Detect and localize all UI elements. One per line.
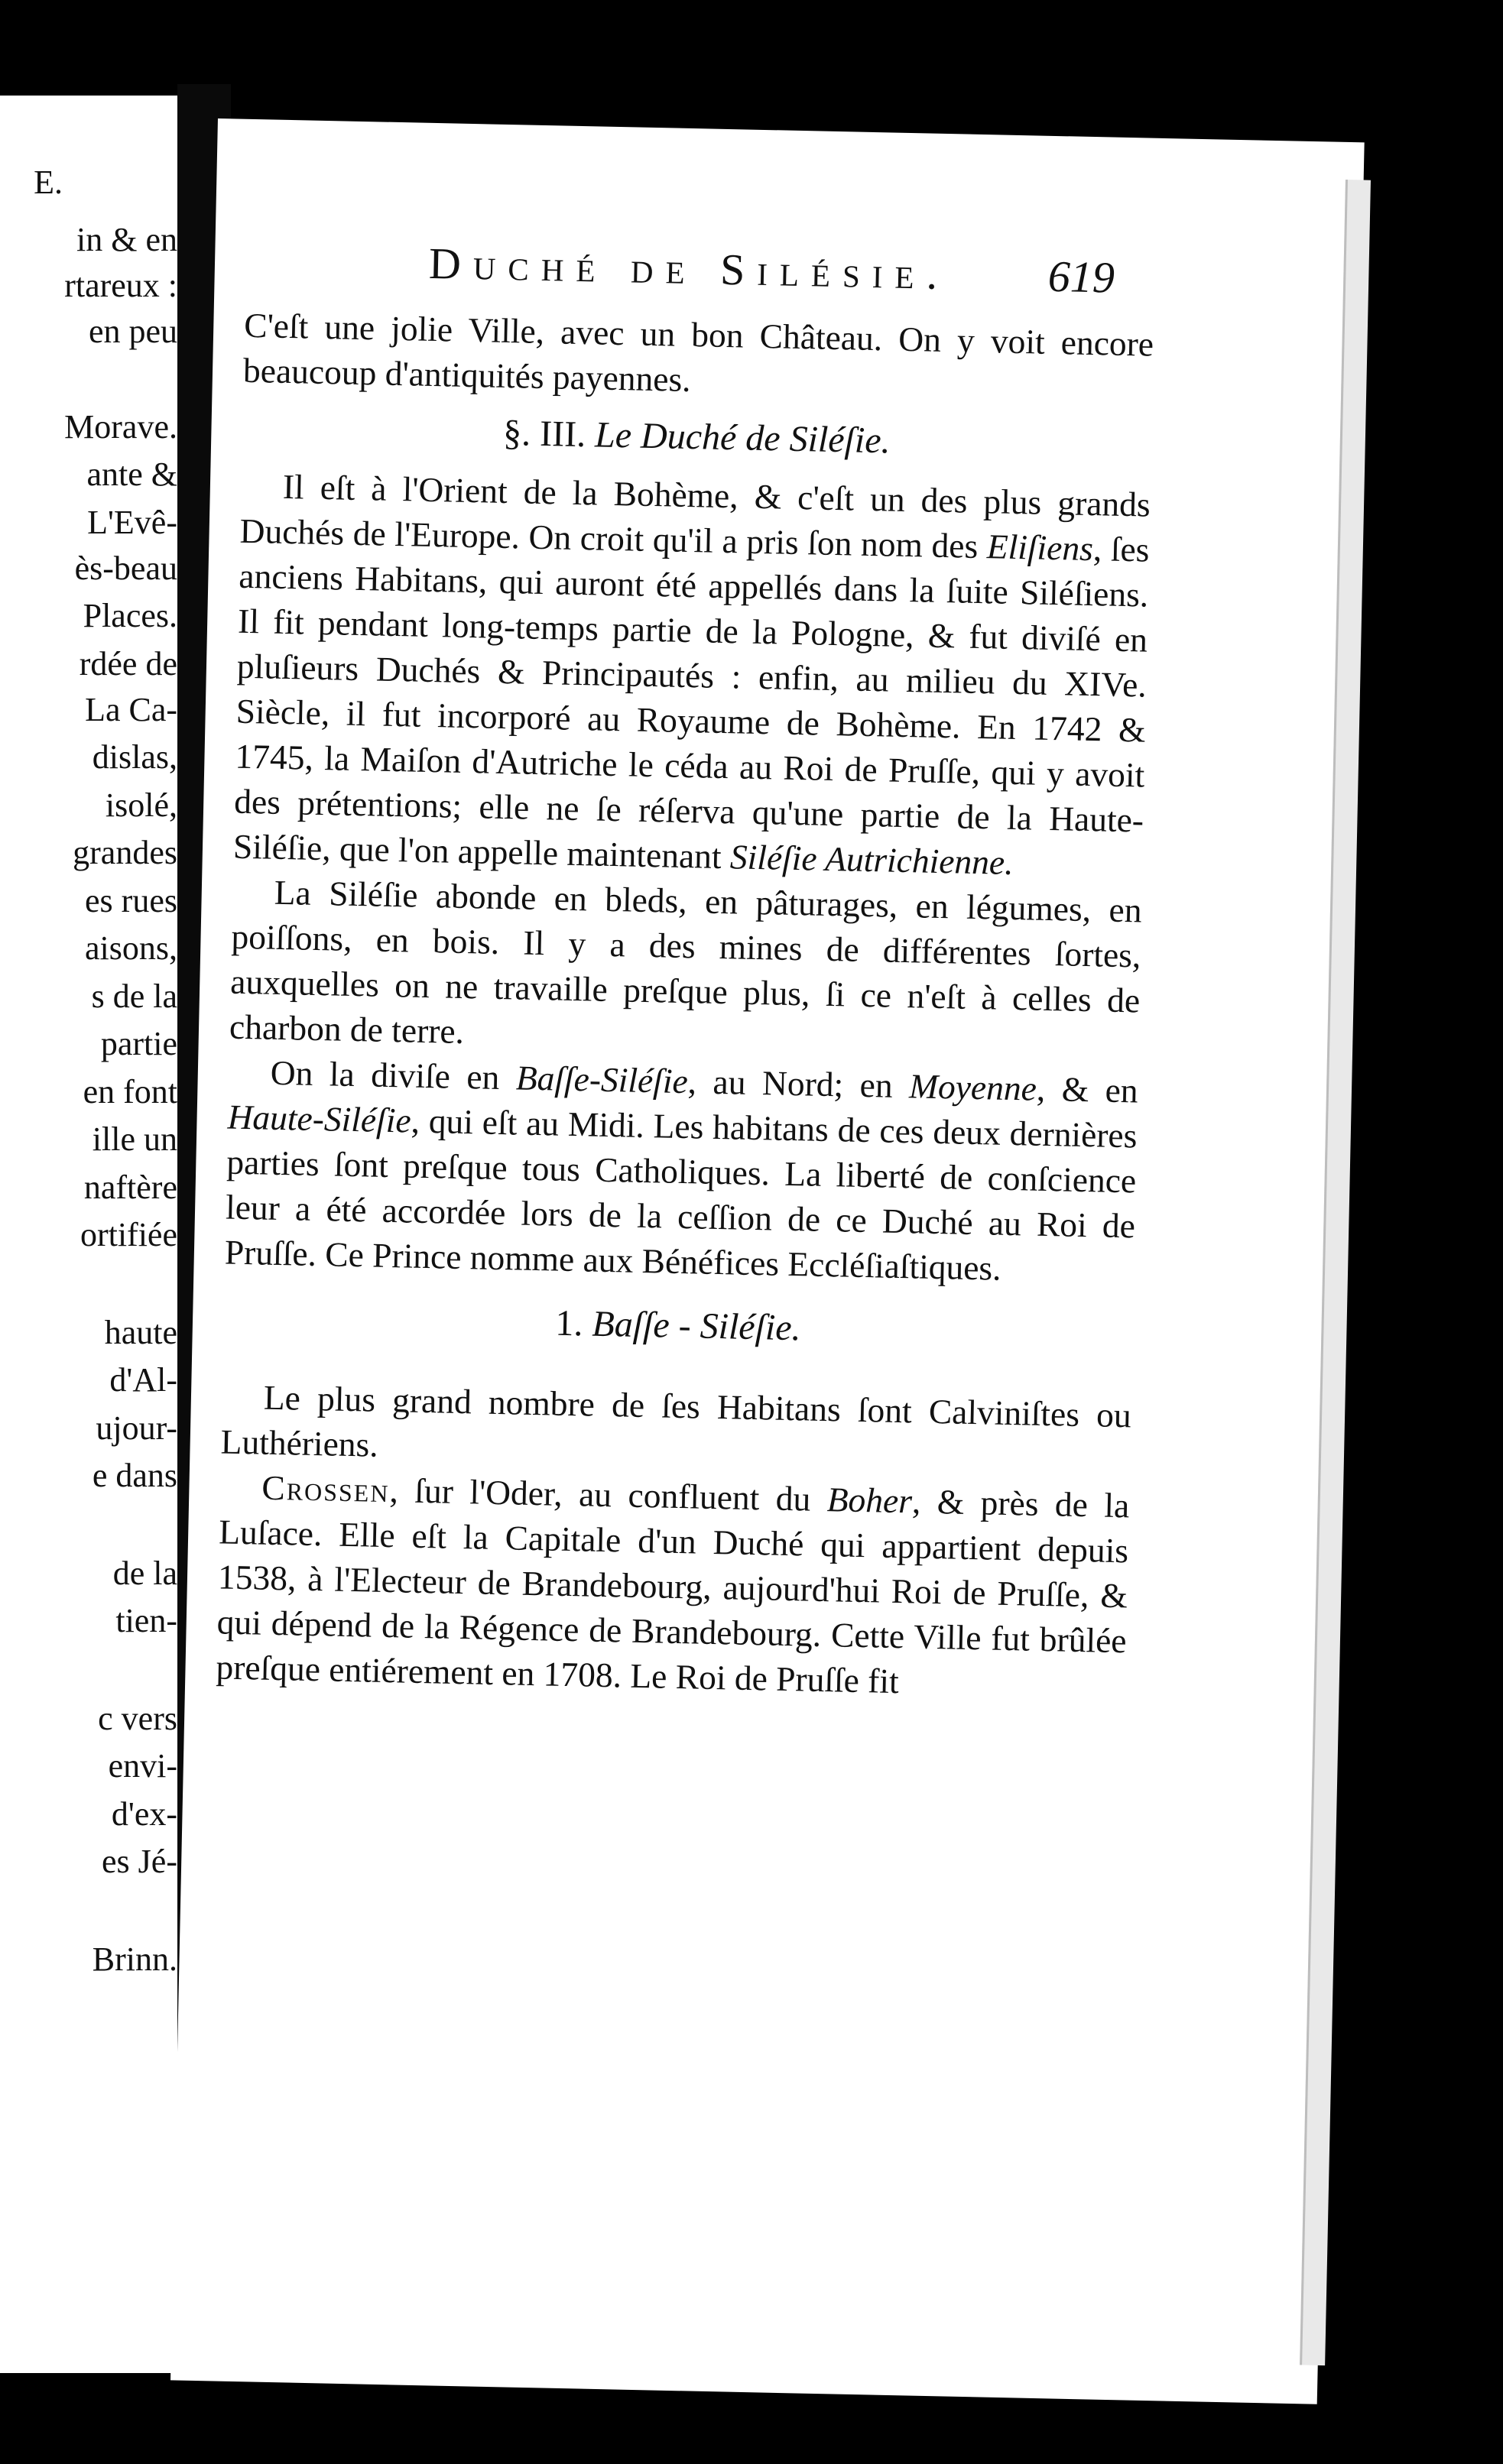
left-page-line: E. [34,164,63,201]
left-page-line: rtareux : [64,267,177,304]
paragraph-6-boher: Boher [826,1480,913,1521]
left-page-line: ante & [86,456,177,493]
paragraph-6 [216,1464,1130,1708]
left-page-line: ès-beau [74,550,177,587]
page-content [216,234,1156,1709]
left-page-line: aisons, [85,929,177,967]
paragraph-4-basse-silesie: Baſſe-Siléſie [515,1058,689,1101]
left-facing-page [0,96,177,2373]
subsection-number: 1. [554,1302,584,1344]
left-page-line: en font [83,1073,177,1110]
left-page-line: ujour- [96,1409,177,1447]
left-page-line: L'Evê- [87,504,177,541]
left-page-line: d'Al- [109,1361,177,1399]
left-page-line: Places. [83,597,177,634]
page-number: 619 [1047,251,1115,303]
left-page-line: envi- [108,1747,177,1785]
left-page-line: d'ex- [111,1795,177,1833]
paragraph-4-part-a: On la diviſe en [270,1052,517,1097]
left-page-line: haute [104,1314,177,1351]
paragraph-2-elisiens: Eliſiens [986,527,1094,569]
paragraph-4-haute-silesie: Haute-Siléſie [227,1097,412,1140]
left-page-line: La Ca- [85,691,177,728]
left-page-line: tien- [115,1602,177,1639]
paragraph-4-part-c: , & en [1036,1068,1139,1110]
paragraph-4 [224,1049,1138,1294]
paragraph-2-part-b: , ſes anciens Habitans, qui auront été appellés dans la ſuite Siléſiens. Il fit pendant long-temps partie de la Pologne, & fut diviſé en pluſieurs Duchés & Principautés : enfin, au milieu du XIVe. Siècle, il fut incorporé au Royaume de Bohème. En 1742 & 1745, la Maiſon d'Autriche le céda au Roi de Pruſſe, qui y avoit des prétentions; elle ne ſe réſerva qu'une partie de la Haute-Siléſie, que l'on appelle maintenant [232,529,1151,877]
section-number: §. III. [502,412,586,456]
left-page-line: e dans [92,1457,177,1494]
left-page-line: es Jé- [102,1843,177,1880]
paragraph-2-part-a: Il eſt à l'Orient de la Bohème, & c'eſt un des plus grands Duchés de l'Europe. On croit qu'il a pris ſon nom des [239,466,1151,566]
left-page-line: Brinn. [92,1940,177,1978]
left-page-line: rdée de [79,645,177,682]
main-page [170,118,1365,2404]
paragraph-6-part-a: , ſur l'Oder, au confluent du [388,1470,828,1519]
left-page-line: isolé, [105,786,177,824]
section-title: Le Duché de Siléſie. [594,414,891,462]
paragraph-5: Le plus grand nombre de ſes Habitans ſont Calviniſtes ou Luthériens. [220,1377,1132,1464]
paragraph-1: C'eſt une jolie Ville, avec un bon Château. On y voit encore beaucoup d'antiquités payennes. [242,305,1154,400]
paragraph-4-moyenne: Moyenne [908,1066,1037,1108]
running-title: Duché de Silésie. [428,238,950,300]
left-page-line: de la [112,1555,177,1592]
left-page-line: es rues [85,882,177,919]
paragraph-6-part-b: , & près de la Luſace. Elle eſt la Capitale d'un Duché qui appartient depuis 1538, à l'Electeur de Brandebourg, aujourd'hui Roi de Pruſſe, & qui dépend de la Régence de Brandebourg. Cette Ville fut brûlée preſque entiérement en 1708. Le Roi de Pruſſe fit [216,1481,1130,1701]
left-page-line: s de la [91,977,177,1015]
left-page-line: ille un [92,1120,177,1158]
paragraph-2 [232,463,1151,888]
left-page-line: in & en [76,221,177,258]
left-page-line: dislas, [92,738,177,776]
left-page-line: ortifiée [80,1216,177,1253]
left-page-line: en peu [88,313,177,350]
left-page-line: Morave. [64,408,177,446]
subsection-heading [222,1290,1133,1363]
paragraph-3: La Siléſie abonde en bleds, en pâturages, en légumes, en poiſſons, en bois. Il y a des mines de différentes ſortes, auxquelles on ne travaille preſque plus, ſi ce n'eſt à celles de charbon de terre. [229,872,1143,1051]
left-page-line: naftère [83,1169,177,1206]
paragraph-6-crossen: Crossen [261,1467,391,1510]
left-page-line: grandes [73,834,177,871]
paragraph-4-part-d: , qui eſt au Midi. Les habitans de ces deux dernières parties ſont preſque tous Catholiques. La liberté de conſcience leur a été accordée lors de la ceſſion de ce Duché au Roi de Pruſſe. Ce Prince nomme aux Bénéfices Eccléſiaſtiques. [224,1101,1138,1288]
paragraph-4-part-b: , au Nord; en [687,1062,910,1106]
left-page-line: partie [100,1025,177,1062]
subsection-title: Baſſe - Siléſie. [591,1303,802,1349]
paragraph-2-silesie-autrichienne: Siléſie Autrichienne. [729,837,1014,883]
left-page-line: c vers [98,1700,177,1737]
